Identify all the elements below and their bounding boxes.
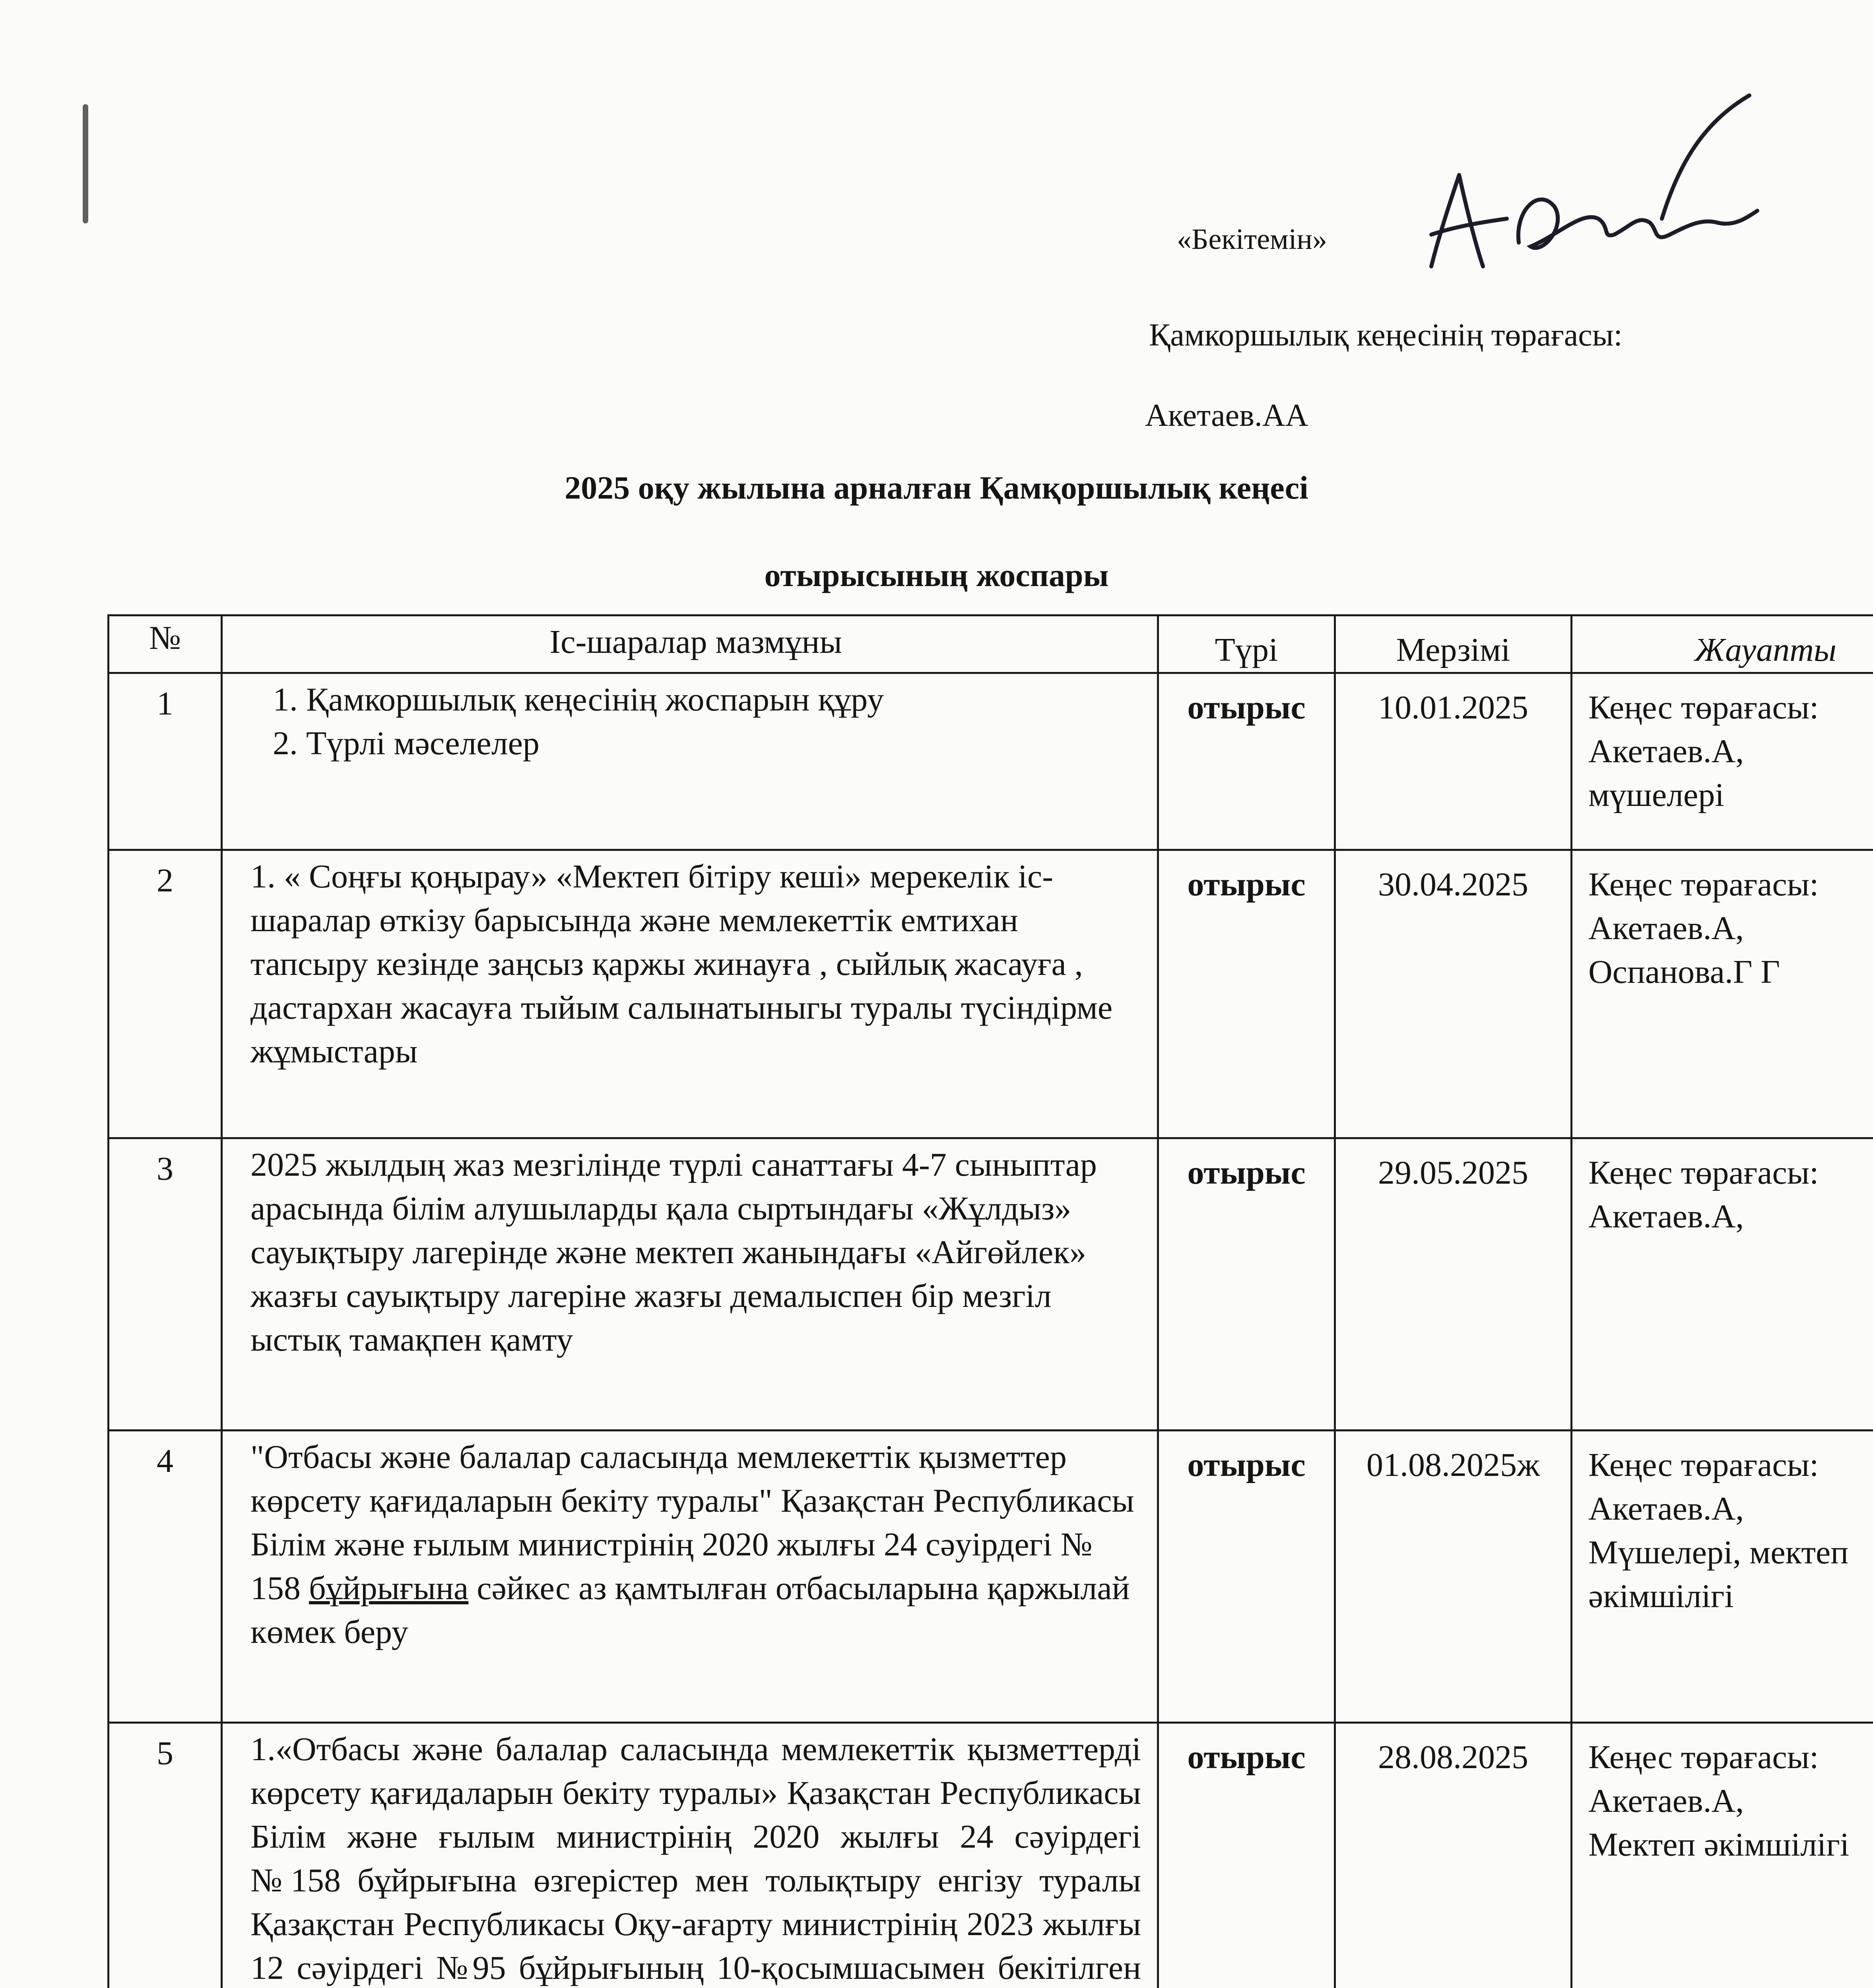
column-header-number: №	[109, 615, 222, 673]
responsible-line: Мүшелері, мектеп әкімшілігі	[1588, 1534, 1849, 1615]
responsible-line: Кеңес төрағасы:	[1588, 1739, 1819, 1776]
responsible-line: Акетаев.А,	[1588, 1490, 1744, 1527]
responsible-line: Акетаев.А,	[1588, 733, 1744, 770]
row-number: 5	[109, 1723, 222, 1988]
row-type: отырыс	[1158, 673, 1335, 850]
responsible-line: Акетаев.А,	[1588, 1198, 1744, 1235]
row-content	[222, 1431, 1158, 1723]
row-number: 1	[109, 673, 222, 850]
table-row	[109, 673, 1873, 850]
content-text: "Отбасы және балалар саласында мемлекеттік қызметтер көрсету қағидаларын бекіту туралы" Қазақстан Республикасы Білім және ғылым министрінің 2020 жылғы 24 сәуірдегі №	[250, 1439, 1134, 1563]
table-header-row	[109, 615, 1873, 673]
order-number: 158	[250, 1570, 301, 1607]
responsible-line: Мектеп әкімшілігі	[1588, 1826, 1850, 1863]
chair-title: Қамкоршылық кеңесінің төрағасы:	[1149, 318, 1623, 353]
row-content: 1. « Соңғы қоңырау» «Мектеп бітіру кеші» мерекелік іс-шаралар өткізу барысында және мемлекеттік емтихан тапсыру кезінде заңсыз қаржы жинауға , сыйлық жасауға , дастархан жасауға тыйым салынатыныгы туралы түсіндірме жұмыстары	[222, 850, 1158, 1138]
responsible-line: Кеңес төрағасы:	[1588, 1154, 1819, 1191]
column-header-content: Іс-шаралар мазмұны	[222, 615, 1158, 673]
responsible-line: Кеңес төрағасы:	[1588, 689, 1819, 726]
row-responsible	[1572, 1431, 1873, 1723]
content-item: 2. Түрлі мәселелер	[306, 722, 1141, 765]
row-type: отырыс	[1158, 1431, 1335, 1723]
responsible-line: Кеңес төрағасы:	[1588, 1446, 1819, 1483]
row-date: 30.04.2025	[1335, 850, 1572, 1138]
row-responsible	[1572, 1138, 1873, 1431]
scan-artifact-mark	[83, 104, 88, 223]
row-responsible	[1572, 673, 1873, 850]
approval-label: «Бекітемін»	[1177, 223, 1328, 256]
row-date: 01.08.2025ж	[1335, 1431, 1572, 1723]
column-header-type: Түрі	[1158, 615, 1335, 673]
plan-table	[107, 614, 1873, 1988]
row-type: отырыс	[1158, 850, 1335, 1138]
row-date: 10.01.2025	[1335, 673, 1572, 850]
table-row	[109, 1431, 1873, 1723]
table-row	[109, 850, 1873, 1138]
row-content: 2025 жылдың жаз мезгілінде түрлі санаттағы 4-7 сыныптар арасында білім алушыларды қала сыртындағы «Жұлдыз» сауықтыру лагерінде және мектеп жанындағы «Айгөйлек» жазғы сауықтыру лагеріне жазғы демалыспен бір мезгіл ыстық тамақпен қамту	[222, 1138, 1158, 1431]
content-item: 1. Қамкоршылық кеңесінің жоспарын құру	[306, 678, 1141, 722]
row-number: 3	[109, 1138, 222, 1431]
document-subtitle: отырысының жоспары	[764, 557, 1109, 593]
responsible-line: Оспанова.Г Г	[1588, 953, 1780, 990]
row-type: отырыс	[1158, 1138, 1335, 1431]
row-responsible	[1572, 850, 1873, 1138]
content-tail: сәйкес аз қамтылған отбасыларына қаржылай көмек беру	[250, 1570, 1130, 1650]
column-header-date: Мерзімі	[1335, 615, 1572, 673]
row-date: 29.05.2025	[1335, 1138, 1572, 1431]
row-content	[222, 1723, 1158, 1988]
table-row	[109, 1138, 1873, 1431]
responsible-line: мүшелері	[1588, 777, 1724, 813]
row-number: 2	[109, 850, 222, 1138]
document-title: 2025 оқу жылына арналған Қамқоршылық кеңесі	[565, 470, 1308, 506]
chair-name: Акетаев.АА	[1145, 398, 1308, 433]
responsible-line: Кеңес төрағасы:	[1588, 866, 1819, 903]
row-responsible	[1572, 1723, 1873, 1988]
row-date: 28.08.2025	[1335, 1723, 1572, 1988]
responsible-line: Акетаев.А,	[1588, 910, 1744, 947]
table-row	[109, 1723, 1873, 1988]
responsible-line: Акетаев.А,	[1588, 1782, 1744, 1819]
content-text: 1.«Отбасы және балалар саласында мемлекеттік қызметтерді көрсету қағидаларын бекіту туралы» Қазақстан Республикасы Білім және ғылым министрінің 2020 жылғы 24 сәуірдегі №158 бұйрығына өзгерістер мен толықтыру енгізу туралы Қазақстан Республикасы Оқу-ағарту министрінің 2023 жылғы 12 сәуірдегі №95 бұйрығының 10-қосымшасымен бекітілген	[250, 1731, 1141, 1986]
row-content	[222, 673, 1158, 850]
row-number: 4	[109, 1431, 222, 1723]
signature	[1415, 68, 1765, 290]
column-header-responsible: Жауапты	[1572, 615, 1873, 673]
row-type: отырыс	[1158, 1723, 1335, 1988]
order-link[interactable]: бұйрығына	[309, 1570, 469, 1607]
